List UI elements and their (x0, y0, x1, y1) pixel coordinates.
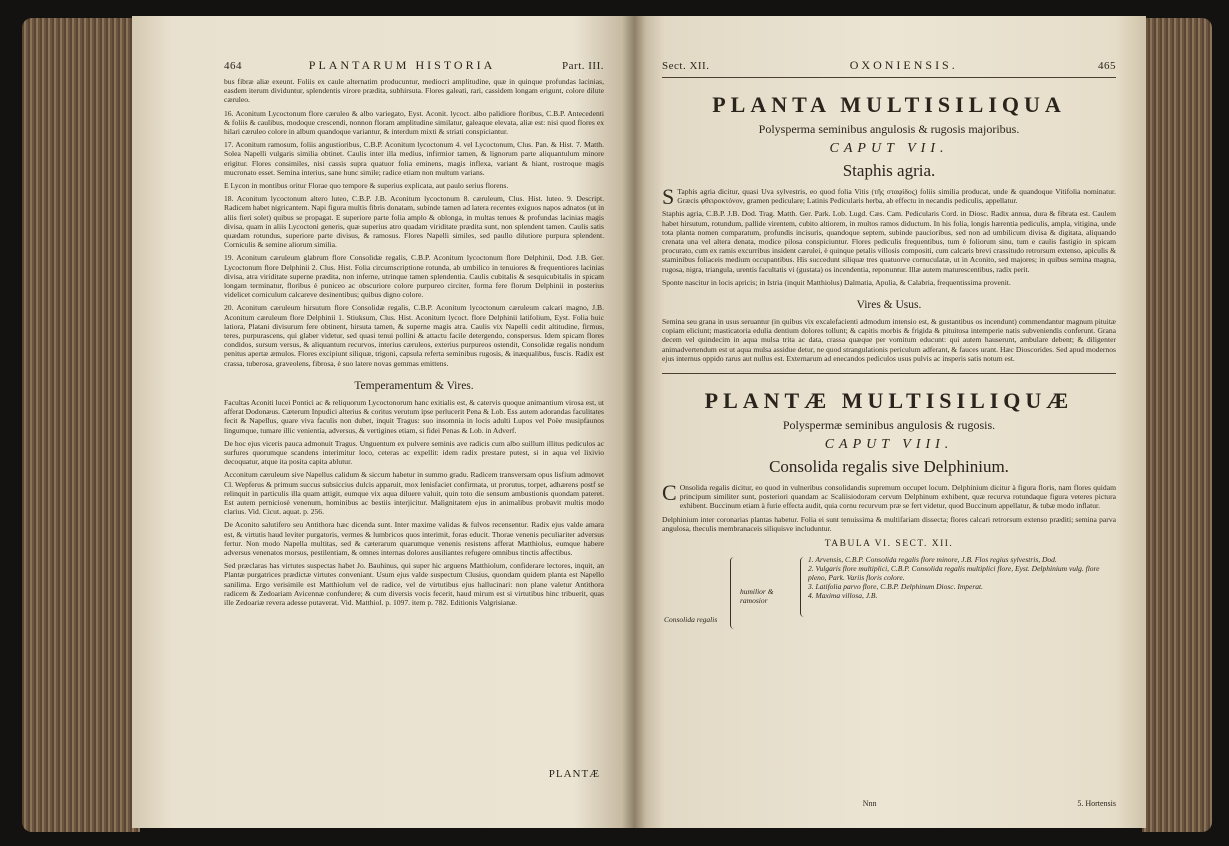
left-paragraph: 17. Aconitum ramosum, foliis angustioribus, C.B.P. Aconitum lycoctonum 4. vel Lycoctonum, Clus. Pan. & Hist. 7. Matth. Solea Napelli vulgaris similia obtinet. Caulis inter illa medius, infirmior tamen, & lignorum parte aliquantulum minore erigitur. Flores consimiles, nisi cassis supra quatuor folia eminens, magis inflexa, variant & hiant, rostroque magis mucronato esset. Semina interius, sane hunc simile; radice etiam non multum varians. (224, 140, 604, 177)
left-paragraph: 20. Aconitum cæruleum hirsutum flore Consolidæ regalis, C.B.P. Aconitum lycoctonum cæruleum calcari magno, J.B. Aconitum cæruleum flore Delphinii 1. Stiuksum, Clus. Hist. Aconitum lycoct. flore Delphinii latifolium, Eyst. Folia huic latiora, Platani divisurum fere obtinent, hirsuta tamen, & superne magis atra. Caulis vix Napelli cedit altitudine, firmus, teres, purpurascens, qui glaber videtur, sed quasi tenui pollini & attactu facile detergendo, conspersus. Idem spicam flores condidos, sursum versus, & aliquantum recurvos, interius cæruleos, exterius purpureos ostendit, Consolidæ regalis nondum penitus apertæ æmulos. Flores excipiunt siliquæ, trigoni, capsula referta seminibus rugosis, & inæqualibus, fuscis. Radix est crassa, tuberosa, graveolens, fibrosa, è suo latere novas gemmas emittens. (224, 303, 604, 368)
chapter7-paragraph (662, 184, 1116, 209)
brace-mark (800, 557, 807, 617)
header-rule (662, 77, 1116, 78)
chapter8-paragraph (662, 480, 1116, 511)
left-paragraph: De hoc ejus viceris pauca admonuit Tragus. Unguentum ex pulvere seminis ave radicis cum albo suillum illitus pediculos ac surfures quorumque scandens interimitur loco, ceteras ac expellit: idem radix prestare putest, si in aqua vel lixivio decoquatur, atque ita posita capita ablutur. (224, 438, 604, 467)
table-item: 2. Vulgaris flore multiplici, C.B.P. Consolida regalis multiplici flore, Eyst. Delphinium vulg. flore pleno, Park. Variis floris colore. (808, 564, 1100, 583)
classification-table (662, 553, 1116, 633)
dropcap: S (662, 184, 675, 209)
brace-mark (730, 557, 737, 629)
left-section-heading: Temperamentum & Vires. (354, 379, 474, 392)
dropcap: C (662, 480, 677, 506)
tabula-heading: TABULA VI. SECT. XII. (824, 539, 954, 550)
table-item-list (808, 555, 1116, 600)
table-mid-line: humilior & (740, 587, 774, 597)
table-item: 4. Maxima villosa, J.B. (808, 591, 878, 601)
right-running-head (662, 58, 1116, 73)
chapter7-paragraph: Semina seu grana in usus seruantur (in quibus vix excalefacienti admodum intensio est, & gustantibus os incendunt) commendantur magnum pituitæ copiam eliciunt; masticatoria edulia dentium dolores tollunt; & capitis morbis & frigida & pituitosa intemperie natis subveniendis conferunt. Grana decem vel quindecim in aqua mulsa trita ac data, crassa quæque per vomitum educunt: qui autem hauserunt, ambulare debent; & diligenter animadvertendum est ut aqua mulsa assidue detur, ne quod strangulationis periculum adferant, & fauces urant. Hæc Dioscorides. Sed apud modernos ejus internus oppido rarus aut nullus est. Externarum ad enecandos pediculos usus pulvis ac insperis satis notum est. (662, 317, 1116, 363)
left-paragraph: bus fibræ aliæ exeunt. Foliis ex caule alternatim producuntur, mediocri amplitudine, quæ in quinque profundas lacinias, easdem iterum dividuntur, splendentis virore prædita, subhirsuta. Flores galeati, rari, cassidem longam erigunt, colore dilute cæruleo. (224, 77, 604, 105)
chapter8-plant-name: Consolida regalis sive Delphinium. (769, 457, 1009, 477)
table-mid-label (740, 587, 774, 605)
chapter7-paragraph-text: Taphis agria dicitur, quasi Uva sylvestris, eo quod folia Vitis (τῆς σταφίδος) foliis similia producat, unde & quandoque Vitifolia nominatur. Græcis φθειροκτόνον, gramen pediculare; Latinis Pedicularis herba, ab effectu in necandis pediculis, appellatur. (677, 187, 1116, 206)
left-paragraph: 19. Aconitum cæruleum glabrum flore Consolidæ regalis, C.B.P. Aconitum lycoctonum flore Delphinii, Dod. J.B. Ger. Lycoctonum flore Delphinii 2. Clus. Hist. Folia circumscriptione rotunda, ab umbilico in tenuiores & frequentiores lacinias divisa, atra viriditate superne prædita, non inferne, utrinque tamen splendentia. Caulis cubitalis & sesquicubitalis in spicam longam terminatur, floribus è puniceo ac obscuriore colore purpureo circiter, forma fere florum Delphinii in posterius videlicet corniculum calcareve desinentibus; quibus digno colore. (224, 253, 604, 300)
right-page-footer (662, 799, 1116, 808)
chapter7-subtitle: Polysperma seminibus angulosis & rugosis majoribus. (758, 122, 1020, 136)
signature-mark: Nnn (862, 799, 877, 808)
left-page (132, 16, 634, 828)
left-running-head (224, 58, 604, 73)
left-catchword: PLANTÆ (548, 768, 600, 780)
right-page-number: 465 (1098, 60, 1116, 72)
left-paragraph: Acconitum cæruleum sive Napellus calidum & siccum habetur in summo gradu. Radicem transversam opus lisfium admovet Cl. Wepferus & primum succus subsiccius dulcis apparuit, mox lenisfaciet confirmata, ut prorutus, torpet, adhærens postf se relinquit in particulis illa quam attigit, eumque vix aqua diluere valuit, quin toto die sensum ambustionis quondam pateret. Est autem perniciosè venenum, hominibus ac bestiis interjicitur. Malignitatem ejus in animalibus probavit multis modo clarius. Vid. Cicut. aquat. p. 256. (224, 470, 604, 517)
left-paragraph: 16. Aconitum Lycoctonum flore cæruleo & albo variegato, Eyst. Aconit. lycoct. albo palidiore floribus, C.B.P. Antecedenti & foliis & caulibus, modoque crescendi, nonnon floram amplitudine similatur, galeaque elevata, aliæ est: nisi quod flores ex hilari cæruleo colore in album quandoque variantur, & interdum mixti & striati conspiciantur. (224, 108, 604, 137)
chapter7-section-heading: Vires & Usus. (856, 299, 922, 312)
left-running-title: PLANTARUM HISTORIA (308, 58, 496, 72)
chapter8-caput: CAPUT VIII. (824, 437, 954, 453)
right-page (634, 16, 1146, 828)
table-item: 3. Latifolia parvo flore, C.B.P. Delphinum Diosc. Imperat. (808, 582, 983, 592)
left-page-number: 464 (224, 60, 242, 72)
left-paragraph: Ε Lycon in montibus oritur Florae quo tempore & superius explicata, aut paulo serius florens. (224, 181, 509, 191)
table-mid-line: ramosior (740, 596, 768, 606)
chapter8-subtitle: Polyspermæ seminibus angulosis & rugosis. (782, 418, 996, 433)
right-section-label: Sect. XII. (662, 60, 710, 72)
left-paragraph: Facultas Aconiti lucei Pontici ac & reliquorum Lycoctonorum hanc exitialis est, & catervis quoque animantium virosa est, ut afferat Dodonæus. Cæterum Inpudici alterius & coritus verutum ipse perlucerit Pena & Lob. Ess autem adorandas faculitates fecit & Napellus, quare viva faculis non dubet, inquit Tragus: suo insomnia in locis adulti Lupos vel Poëe musipfaunos lingumque, tumare illic venientia, adversus, & vertigines etiam, si fidei Penas & Lob. in Adverf. (224, 397, 604, 435)
chapter8-title: PLANTÆ MULTISILIQUÆ (704, 388, 1074, 414)
chapter8-paragraph: Delphinium inter coronarias plantas habetur. Folia ei sunt tenuissima & multifariam dissecta; flores calcari retrorsum extenso præditi; semina parva angulosa, theculis membranaceis siliquisve includuntur. (662, 514, 1116, 533)
chapter7-plant-name: Staphis agria. (842, 161, 936, 180)
chapter-divider (662, 373, 1116, 374)
book-gutter (622, 16, 646, 828)
right-running-title: OXONIENSIS. (849, 58, 958, 72)
chapter7-caput: CAPUT VII. (829, 141, 949, 156)
chapter8-paragraph-text: Onsolida regalis dicitur, eo quod in vulneribus consolidandis supremum occupet locum. Delphinium dicitur à figura floris, nam flores quidam principum similiter sunt, posteriori quandam ac Scaliisiodoram cervum Delphinum exhibent, quæ recurva rotundaque figura veteres pictura exhibent. Buccinum etiam à furie effecta audit, quia cornu recurvum præ se fert videtur, quod Buccinum appellatur, & tubæ modo inflatur. (679, 483, 1116, 511)
open-book (22, 8, 1212, 838)
chapter7-paragraph: Sponte nascitur in locis apricis; in Istria (inquit Matthiolus) Dalmatia, Apulia, & Calabria, frequentissima provenit. (662, 277, 1011, 287)
left-paragraph: 18. Aconitum lycoctonum altero luteo, C.B.P. J.B. Aconitum lycoctonum 8. cæruleum, Clus. Hist. luteo. 9. Descript. Radicem habet nigricantem. Napi figura multis fibris donatam, subinde tamen ad latera recentes exiguos napos adnatos (ut in aliis fieri solet) quibus se propagat. E superiore parte folia amplo & oblonga, in multas tenues & profundas lacinias magis divisa, quam in aliis Lycoctoni generis, quæ superius atro quadam viriditate prædita sunt, non splendent tamen. Caulis satis quædam rotundus, superiore parte divisus, & ramosus. Flores Napelli similes, sed paullo dilutiore purpura splendent. Corniculis & semine aliorum similia. (224, 194, 604, 250)
left-paragraph: De Aconito salutifero seu Antithora hæc dicenda sunt. Inter maxime validas & fulvos recensentur. Radix ejus valde amara est, & virtutis haud leviter purgatoris, vermes & lumbricos quos interimit, foras educit. Thorae venenis peculiariter adversus fertur. Non modo Napella multitas, sed & cæterarum quarumque venenis resistens afferat Matthiolus, eumque habere adversus venenatos morsus, pestilentiam, & omnes internas dolores ausiliantes refugere omnibus tinctis affectibus. (224, 520, 604, 557)
right-page-edges (1142, 18, 1212, 832)
table-item: 1. Arvensis, C.B.P. Consolida regalis flore minore, J.B. Flos regius sylvestris, Dod. (808, 555, 1057, 565)
chapter7-paragraph: Staphis agria, C.B.P. J.B. Dod. Trag. Matth. Ger. Park. Lob. Lugd. Cæs. Cam. Pedicularis Cord. in Diosc. Radix annua, dura & fibrata est. Caulem habet hirsutum, rotundum, pallide virentem, cubito altiorem, in multos ramos diductum. In his folia, longis hærentia pediculis, ampla, vitigina, unde tota planta nomen comparatum, profundis incisuris, quandoque septem, subinde paucioribus, sed non ad umbilicum divisa & digitata, aliquando crenata una vel altera denata, modice pilosa conspiciuntur. Flores pediculis frequentibus, tum è foliorum sinu, tum e caulis fastigio in spicam procurato, cum ex ramis excurribus insident cærulei, è quinque petalis villosis compositi, cum calcaris brevi crassitudo retrorsum extenso, apiculis & staminibus foliaceis medium occupantibus. His succedunt siliquæ tres quatuorve cornuculatæ, ut in Aconito, sed majores; in quibus semina magna, rugosa, nigra, triangula, urentis facultatis vi (gustata) os incendentia, reponuntur. Illæ autem maturescentibus, radix perit. (662, 209, 1116, 274)
right-catchword: 5. Hortensis (1077, 799, 1116, 808)
left-paragraph: Sed præclaras has virtutes suspectas habet Jo. Bauhinus, qui super hic arguens Matthiolum, confiderare lectores, inquit, an Plantæ purgatrices prædictæ virtutes conveniant. Usum ejus valde suspectum Clusius, quondam quidem planta est Napello sanilima. Ergo verisimile est Matthiolum vel de radice, vel de virtutibus ejus hallucinari: non plane valetur Antithora radicem & Zedoariam Avicennæ confundere; & cum diversis vocis fecerit, haud mirum est si virtutibus hinc tribuerit, quas ille Zedoariæ revera adesse putaverat. Vid. Matthiol. p. 1097. item p. 782. Editionis Valgrisianæ. (224, 561, 604, 607)
left-part-label: Part. III. (562, 60, 604, 72)
chapter7-title: PLANTA MULTISILIQUA (712, 92, 1066, 117)
table-root-label: Consolida regalis (664, 615, 718, 625)
left-page-edges (22, 18, 140, 832)
